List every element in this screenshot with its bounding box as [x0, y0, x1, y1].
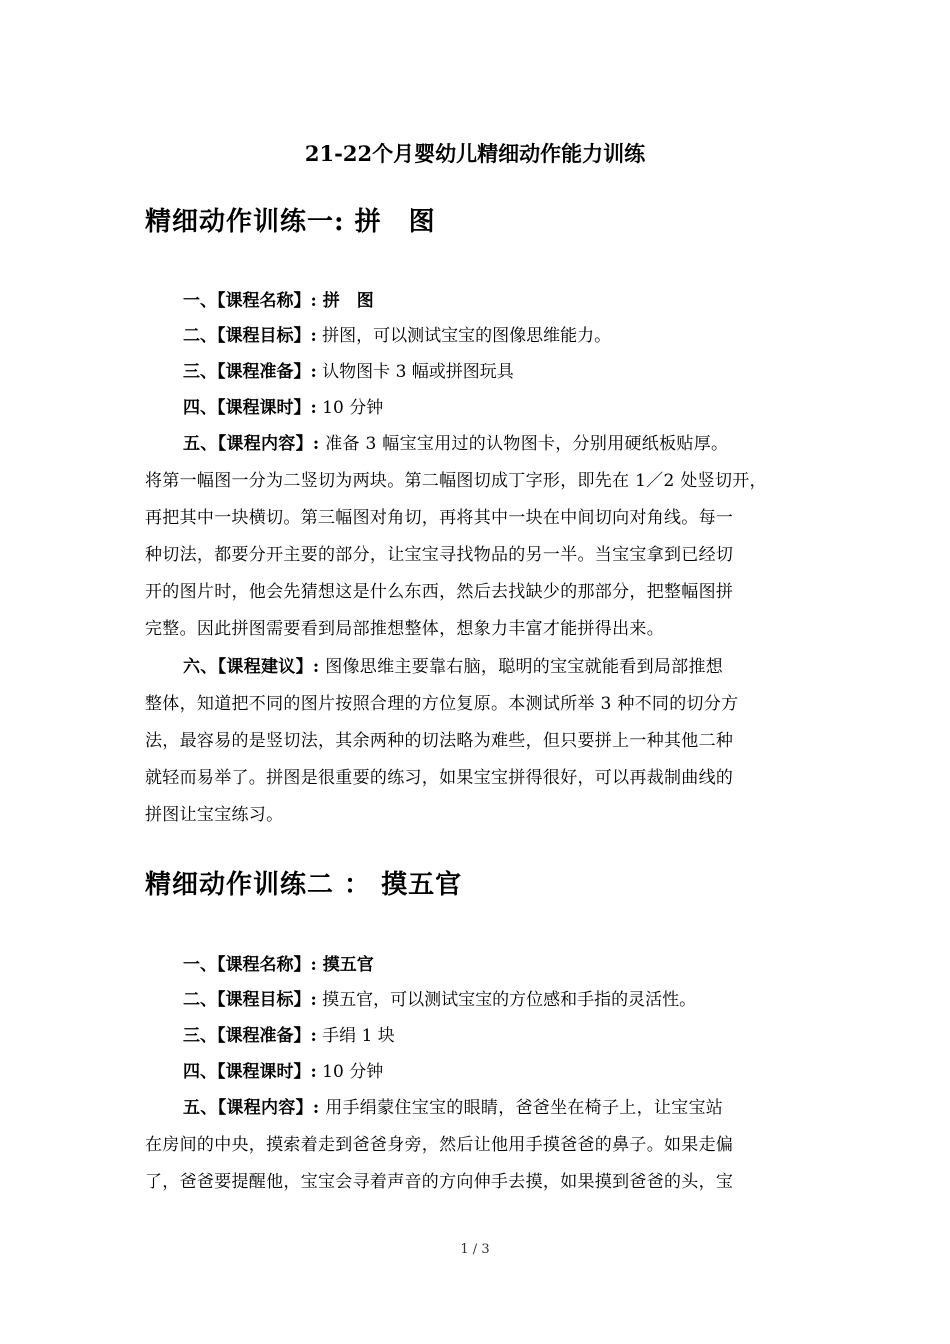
field-value: 拼 图 [316, 291, 374, 311]
field-label: 一、【课程名称】: [183, 291, 317, 311]
course-field [183, 1060, 823, 1084]
paragraph-line: 整体，知道把不同的图片按照合理的方位复原。本测试所举 3 种不同的切分方 [145, 694, 739, 714]
field-value: 摸五官，可以测试宝宝的方位感和手指的灵活性。 [316, 990, 697, 1010]
paragraph-line [145, 655, 825, 692]
course-field [183, 324, 823, 348]
field-label: 二、【课程目标】: [183, 990, 317, 1010]
course-suggestion-paragraph [145, 655, 825, 840]
field-value: 10 分钟 [316, 1062, 384, 1082]
paragraph-line: 种切法，都要分开主要的部分，让宝宝寻找物品的另一半。当宝宝拿到已经切 [145, 545, 734, 565]
course-field [183, 953, 823, 977]
paragraph-line [145, 1096, 825, 1133]
paragraph-line: 法，最容易的是竖切法，其余两种的切法略为难些，但只要拼上一种其他二种 [145, 731, 734, 751]
paragraph-line: 在房间的中央，摸索着走到爸爸身旁，然后让他用手摸爸爸的鼻子。如果走偏 [145, 1135, 734, 1155]
paragraph-label: 六、【课程建议】: [183, 657, 320, 677]
field-value: 10 分钟 [316, 398, 384, 418]
course-field [183, 1024, 823, 1048]
field-value: 拼图，可以测试宝宝的图像思维能力。 [316, 326, 612, 346]
field-label: 一、【课程名称】: [183, 955, 317, 975]
field-value: 手绢 1 块 [316, 1026, 395, 1046]
paragraph-line: 就轻而易举了。拼图是很重要的练习，如果宝宝拼得很好，可以再裁制曲线的 [145, 768, 734, 788]
field-value: 摸五官 [316, 955, 374, 975]
paragraph-line: 了，爸爸要提醒他，宝宝会寻着声音的方向伸手去摸，如果摸到爸爸的头，宝 [145, 1172, 734, 1192]
paragraph-line: 再把其中一块横切。第三幅图对角切，再将其中一块在中间切向对角线。每一 [145, 508, 734, 528]
course-field [183, 988, 823, 1012]
field-value: 认物图卡 3 幅或拼图玩具 [316, 362, 514, 382]
paragraph-line: 完整。因此拼图需要看到局部推想整体，想象力丰富才能拼得出来。 [145, 619, 664, 639]
paragraph-label: 五、【课程内容】: [183, 434, 320, 454]
field-label: 三、【课程准备】: [183, 362, 317, 382]
document-title: 21-22个月婴幼儿精细动作能力训练 [304, 141, 646, 166]
paragraph-line [145, 432, 825, 469]
course-content-paragraph [145, 1096, 825, 1207]
paragraph-label: 五、【课程内容】: [183, 1098, 320, 1118]
section-heading: 精细动作训练二 ： 摸五官 [145, 870, 463, 900]
field-label: 四、【课程课时】: [183, 1062, 317, 1082]
paragraph-line: 拼图让宝宝练习。 [145, 805, 284, 825]
field-label: 三、【课程准备】: [183, 1026, 317, 1046]
paragraph-line: 开的图片时，他会先猜想这是什么东西，然后去找缺少的那部分，把整幅图拼 [145, 582, 734, 602]
course-content-paragraph [145, 432, 825, 654]
course-field [183, 289, 823, 313]
field-label: 二、【课程目标】: [183, 326, 317, 346]
page-number: 1 / 3 [460, 1242, 490, 1257]
paragraph-text: 准备 3 幅宝宝用过的认物图卡，分别用硬纸板贴厚。 [319, 434, 729, 454]
paragraph-text: 用手绢蒙住宝宝的眼睛，爸爸坐在椅子上，让宝宝站 [319, 1098, 724, 1118]
field-label: 四、【课程课时】: [183, 398, 317, 418]
paragraph-text: 图像思维主要靠右脑，聪明的宝宝就能看到局部推想 [319, 657, 724, 677]
course-field [183, 396, 823, 420]
paragraph-line: 将第一幅图一分为二竖切为两块。第二幅图切成丁字形，即先在 1／2 处竖切开， [145, 471, 767, 491]
section-heading: 精细动作训练一: 拼 图 [145, 207, 436, 237]
course-field [183, 360, 823, 384]
